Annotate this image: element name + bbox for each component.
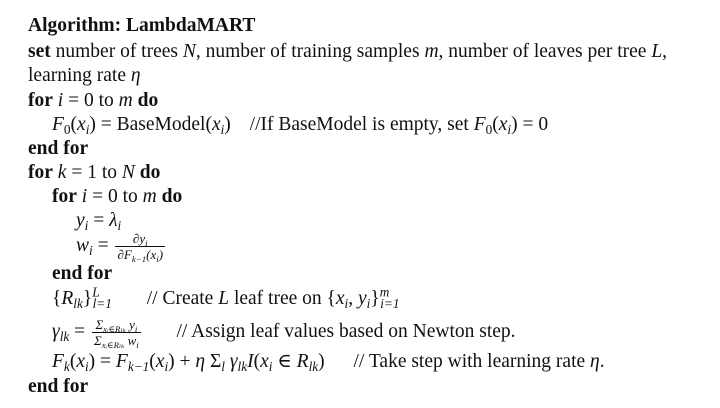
for-loop-k-header: for k = 1 to N do (28, 162, 161, 183)
create-tree-line: $\{R_{lk}\}^L_{l=1}$ // Create L leaf tree on {$x_i$, $y_i\}^m_{i=1}$ (52, 284, 400, 312)
update-model-comment: // Take step with learning rate (353, 351, 591, 372)
for-loop-i-nested-header: for i = 0 to m do (52, 186, 183, 207)
weight-assignment-line: $w_i$ = $\frac{\partial y_i}{\partial F_{k-1}(x_i)}$ (76, 231, 164, 264)
weight-fraction: $\frac{\partial y_i}{\partial F_{k-1}(x_i)}$ (117, 231, 164, 264)
base-model-line: $F_0(x_i)$ = $BaseModel(x_i)$ //If BaseModel is empty, set $F_0(x_i) = 0$ (52, 114, 549, 138)
leaf-value-fraction: $\frac{\Sigma_{xᵢ\in R_{lk}} y_i}{\Sigma_{xᵢ\in R_{lk}} w_i}$ (94, 317, 139, 350)
leaf-value-line: $\gamma_{lk}$ = $\frac{\Sigma_{xᵢ\in R_{lk}} y_i}{\Sigma_{xᵢ\in R_{lk}} w_i}$ // Assign leaf values based on Newton step. (52, 317, 516, 350)
set-line: set number of trees N, number of training samples m, number of leaves per tree L, (28, 41, 668, 62)
end-for-i: end for (28, 138, 89, 159)
end-for-i-nested: end for (52, 263, 113, 284)
gradient-assignment-line: $y_i = \lambda_i$ (76, 210, 122, 234)
algorithm-title: Algorithm: LambdaMART (28, 15, 256, 36)
set-line-continued: learning rate η (28, 65, 141, 86)
create-tree-comment: // Create (146, 288, 219, 309)
update-model-line: $F_k(x_i) = F_{k-1}(x_i) + \eta$ $\Sigma_l$ $\gamma_{lk}I(x_i$ ∈ $R_{lk}$) // Take step with learning rate η. (52, 351, 605, 375)
base-model-comment: //If BaseModel is empty, set (249, 114, 474, 135)
leaf-value-comment: // Assign leaf values based on Newton step. (176, 320, 516, 342)
end-for-k: end for (28, 376, 89, 397)
for-loop-i-header: for i = 0 to m do (28, 90, 159, 111)
